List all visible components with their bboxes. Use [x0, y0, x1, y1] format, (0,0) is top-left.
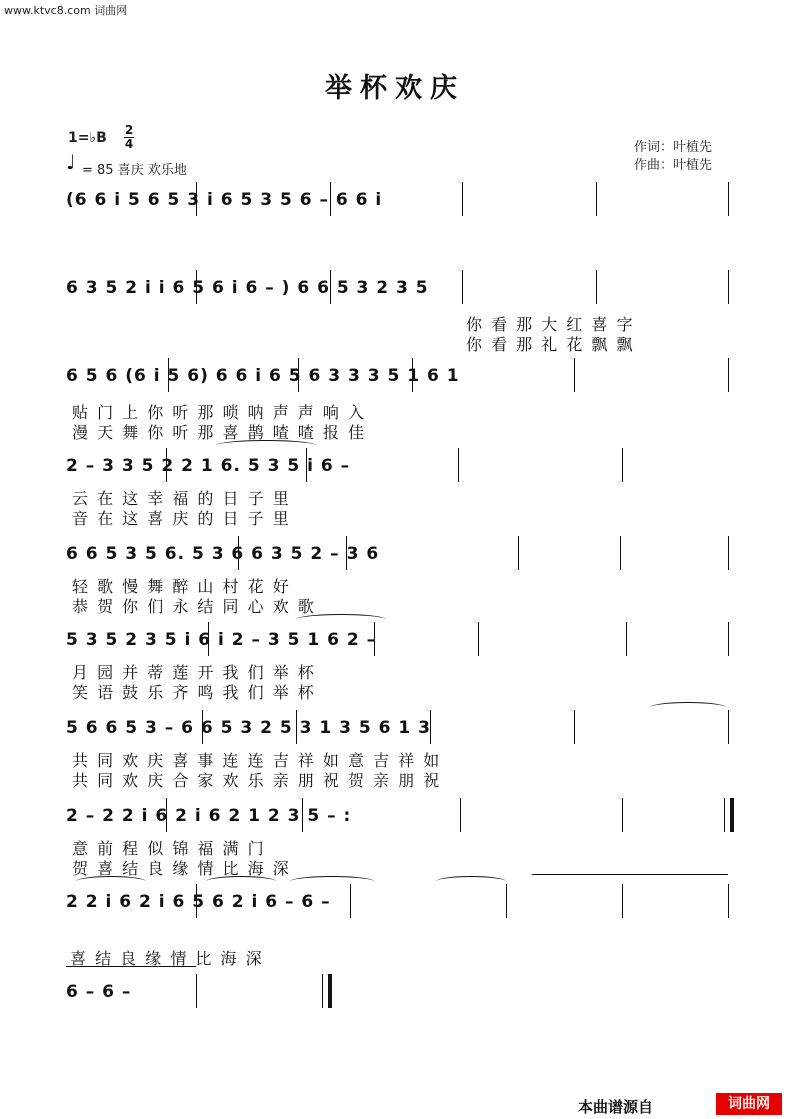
song-title: 举杯欢庆: [325, 73, 465, 104]
bar-line: [622, 884, 623, 918]
source-label: 本曲谱源自: [578, 1098, 654, 1116]
score-row-6: [66, 630, 730, 702]
notation-line: 2 2 i 6 2 i 6 5 6 2 i 6 – 6 –: [66, 892, 331, 912]
bar-line: [620, 536, 621, 570]
bar-line: [626, 622, 627, 656]
slur: [76, 876, 146, 887]
bar-line: [622, 798, 623, 832]
final-bar-thick: [328, 974, 332, 1008]
bar-line: [462, 182, 463, 216]
bar-line: [478, 622, 479, 656]
notation-line: 5 6 6 5 3 – 6 6 5 3 2 5 3 1 3 5 6 1 3: [66, 718, 431, 738]
slur: [436, 876, 506, 887]
bar-line: [462, 270, 463, 304]
bar-line: [302, 798, 303, 832]
lyric-verse-1: 贴 门 上 你 听 那 唢 呐 声 声 响 入: [72, 403, 366, 422]
bar-line: [728, 270, 729, 304]
notation-line: (6 6 i 5 6 5 3 i 6 5 3 5 6 – 6 6 i: [66, 190, 383, 210]
bar-line: [196, 270, 197, 304]
bar-line: [196, 884, 197, 918]
score-row-3: [66, 366, 730, 442]
lyric-verse-1: 意 前 程 似 锦 福 满 门: [72, 839, 266, 858]
bar-line: [208, 622, 209, 656]
bar-line: [728, 536, 729, 570]
bar-line: [574, 710, 575, 744]
time-signature: [124, 124, 134, 151]
repeat-end-thin: [724, 798, 725, 832]
lyric-verse-2: 音 在 这 喜 庆 的 日 子 里: [72, 509, 291, 528]
site-logo[interactable]: 词曲网: [716, 1093, 782, 1115]
bar-line: [166, 448, 167, 482]
bar-line: [374, 622, 375, 656]
score-row-2: [66, 278, 730, 354]
bar-line: [622, 448, 623, 482]
lyric-verse-2: 贺 喜 结 良 缘 情 比 海 深: [72, 859, 291, 878]
score-row-4: [66, 456, 730, 528]
bar-line: [296, 710, 297, 744]
lyric-verse-1: 云 在 这 幸 福 的 日 子 里: [72, 489, 291, 508]
bar-line: [596, 182, 597, 216]
bar-line: [330, 182, 331, 216]
bar-line: [518, 536, 519, 570]
bar-line: [574, 358, 575, 392]
lyric-verse-2: 共 同 欢 庆 合 家 欢 乐 亲 朋 祝 贺 亲 朋 祝: [72, 771, 442, 790]
slur: [290, 876, 374, 887]
bar-line: [506, 884, 507, 918]
lyric-verse-1: 轻 歌 慢 舞 醉 山 村 花 好: [72, 577, 291, 596]
lyric-verse-2: 漫 天 舞 你 听 那 喜 鹊 喳 喳 报 佳: [72, 423, 366, 442]
bar-line: [596, 270, 597, 304]
tempo-marking: = 85 喜庆 欢乐地: [82, 163, 187, 178]
bar-line: [168, 358, 169, 392]
bar-line: [196, 182, 197, 216]
notation-line: 6 3 5 2 i i 6 5 6 i 6 – ) 6 6 5 3 2 3 5: [66, 278, 429, 298]
score-row-10: [66, 982, 730, 1012]
tie: [532, 874, 728, 885]
notation-line: 5 3 5 2 3 5 i 6 i 2 – 3 5 1 6 2 –: [66, 630, 377, 650]
notation-line: 2 – 2 2 i 6 2 i 6 2 1 2 3 5 – :: [66, 806, 352, 826]
key-signature: 1=♭B: [68, 130, 107, 146]
bar-line: [430, 710, 431, 744]
composer: 作曲：叶植先: [634, 158, 713, 173]
bar-line: [460, 798, 461, 832]
bar-line: [728, 884, 729, 918]
lyric-verse-1: 月 园 并 蒂 莲 开 我 们 举 杯: [72, 663, 316, 682]
lyric-verse-1: 你 看 那 大 红 喜 字: [466, 315, 635, 334]
bar-line: [196, 974, 197, 1008]
lyric-coda: 喜 结 良 缘 情 比 海 深: [70, 949, 264, 968]
slur: [216, 440, 316, 451]
bar-line: [330, 270, 331, 304]
bar-line: [238, 536, 239, 570]
lyricist: 作词：叶植先: [634, 140, 713, 155]
bar-line: [728, 710, 729, 744]
lyric-verse-2: 笑 语 鼓 乐 齐 鸣 我 们 举 杯: [72, 683, 316, 702]
final-bar-thin: [322, 974, 323, 1008]
bar-line: [458, 448, 459, 482]
score-row-7: [66, 718, 730, 790]
score-row-8: [66, 806, 730, 878]
notation-line: 6 6 5 3 5 6. 5 3 6 6 3 5 2 – 3 6: [66, 544, 380, 564]
bar-line: [202, 710, 203, 744]
bar-line: [350, 884, 351, 918]
notation-line: 2 – 3 3 5 2 2 1 6. 5 3 5 i 6 –: [66, 456, 351, 476]
meter-top: 2: [124, 123, 134, 137]
lyric-verse-1: 共 同 欢 庆 喜 事 连 连 吉 祥 如 意 吉 祥 如: [72, 751, 442, 770]
quarter-note-icon: ♩: [66, 150, 76, 174]
slur: [650, 702, 726, 713]
bar-line: [728, 182, 729, 216]
notation-line: 6 – 6 –: [66, 982, 132, 1002]
bar-line: [728, 358, 729, 392]
score-row-5: [66, 544, 730, 616]
tie: [66, 966, 196, 977]
lyric-verse-2: 恭 贺 你 们 永 结 同 心 欢 歌: [72, 597, 316, 616]
score-row-1: [66, 190, 730, 220]
score-row-9: [66, 892, 730, 968]
bar-line: [306, 448, 307, 482]
slur: [296, 614, 386, 625]
notation-line: 6 5 6 (6 i 5 6) 6 6 i 6 5 6 3 3 3 5 1 6 1: [66, 366, 460, 386]
slur: [206, 876, 276, 887]
bar-line: [412, 358, 413, 392]
meter-bottom: 4: [124, 137, 134, 151]
bar-line: [728, 622, 729, 656]
repeat-end-thick: [730, 798, 734, 832]
watermark-url: www.ktvc8.com 词曲网: [4, 4, 128, 17]
bar-line: [298, 358, 299, 392]
lyric-verse-2: 你 看 那 礼 花 飘 飘: [466, 335, 635, 354]
bar-line: [166, 798, 167, 832]
bar-line: [346, 536, 347, 570]
